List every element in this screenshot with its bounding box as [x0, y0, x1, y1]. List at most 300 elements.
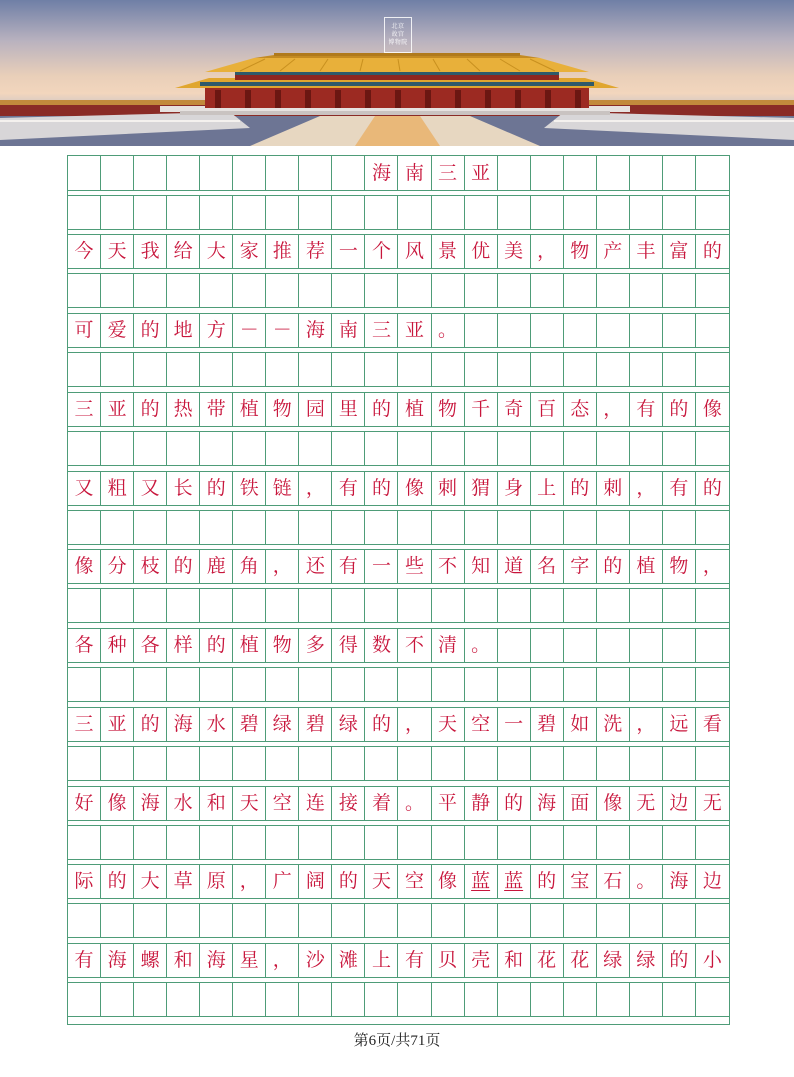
grid-cell: [663, 904, 696, 937]
grid-cell: 绿: [630, 944, 663, 977]
spacer-row: [68, 431, 729, 466]
grid-cell: 园: [299, 393, 332, 426]
grid-cell: [365, 826, 398, 859]
grid-cell: [531, 314, 564, 347]
grid-cell: [696, 826, 729, 859]
grid-cell: [564, 156, 597, 190]
grid-cell: [432, 196, 465, 229]
grid-cell: 广: [266, 865, 299, 898]
grid-cell: 的: [134, 314, 167, 347]
grid-cell: 有: [398, 944, 431, 977]
grid-cell: 南: [398, 156, 431, 190]
grid-cell: [564, 353, 597, 386]
grid-cell: [564, 274, 597, 307]
grid-cell: 百: [531, 393, 564, 426]
grid-cell: 奇: [498, 393, 531, 426]
grid-cell: [299, 904, 332, 937]
grid-cell: 水: [200, 708, 233, 741]
grid-cell: [630, 274, 663, 307]
grid-cell: 空: [465, 708, 498, 741]
grid-cell: 如: [564, 708, 597, 741]
grid-cell: 猬: [465, 472, 498, 505]
grid-cell: [233, 432, 266, 465]
grid-cell: 的: [597, 550, 630, 583]
grid-cell: [233, 589, 266, 622]
grid-cell: [233, 904, 266, 937]
grid-cell: [398, 904, 431, 937]
grid-cell: 粗: [101, 472, 134, 505]
spacer-row: [68, 352, 729, 387]
grid-cell: 海: [299, 314, 332, 347]
grid-cell: [134, 589, 167, 622]
grid-cell: 海: [167, 708, 200, 741]
grid-cell: [299, 196, 332, 229]
grid-cell: ，: [531, 235, 564, 268]
grid-cell: 三: [365, 314, 398, 347]
grid-cell: [564, 314, 597, 347]
grid-cell: [365, 589, 398, 622]
grid-cell: [630, 826, 663, 859]
grid-cell: [597, 668, 630, 701]
grid-cell: [597, 314, 630, 347]
grid-cell: [398, 511, 431, 544]
grid-cell: [233, 196, 266, 229]
grid-cell: [465, 511, 498, 544]
grid-cell: [68, 511, 101, 544]
grid-cell: [630, 511, 663, 544]
grid-cell: [365, 353, 398, 386]
grid-cell: 的: [101, 865, 134, 898]
grid-cell: 花: [531, 944, 564, 977]
grid-cell: ，: [398, 708, 431, 741]
grid-cell: 和: [167, 944, 200, 977]
grid-cell: [266, 668, 299, 701]
grid-cell: [432, 747, 465, 780]
grid-cell: 清: [432, 629, 465, 662]
grid-cell: [432, 511, 465, 544]
grid-cell: 无: [630, 787, 663, 820]
grid-cell: 沙: [299, 944, 332, 977]
grid-cell: [696, 668, 729, 701]
grid-cell: [630, 904, 663, 937]
grid-cell: 际: [68, 865, 101, 898]
grid-cell: [630, 432, 663, 465]
grid-cell: 天: [233, 787, 266, 820]
grid-cell: [630, 668, 663, 701]
grid-cell: 海: [101, 944, 134, 977]
grid-cell: 像: [702, 398, 722, 420]
grid-cell: [696, 747, 729, 780]
grid-cell: [597, 589, 630, 622]
grid-cell: 丰: [630, 235, 663, 268]
grid-cell: [531, 511, 564, 544]
grid-cell: ，: [233, 865, 266, 898]
grid-cell: [663, 353, 696, 386]
grid-cell: [564, 629, 597, 662]
grid-cell: [630, 196, 663, 229]
grid-cell: 花: [564, 944, 597, 977]
grid-cell: [167, 156, 200, 190]
grid-cell: [101, 432, 134, 465]
grid-cell: 。: [432, 314, 465, 347]
grid-cell: [531, 629, 564, 662]
grid-cell: [432, 983, 465, 1016]
grid-cell: 有: [630, 393, 663, 426]
grid-cell: 不: [432, 550, 465, 583]
grid-cell: [696, 629, 729, 662]
grid-cell: [696, 196, 729, 229]
grid-cell: 小: [702, 949, 722, 971]
grid-cell: [266, 983, 299, 1016]
grid-cell: [564, 826, 597, 859]
grid-cell: 身: [498, 472, 531, 505]
grid-cell: [465, 983, 498, 1016]
grid-cell: [134, 983, 167, 1016]
grid-cell: [266, 274, 299, 307]
grid-cell: －: [233, 314, 266, 347]
grid-cell: 知: [465, 550, 498, 583]
grid-cell: [597, 511, 630, 544]
grid-cell: －: [266, 314, 299, 347]
grid-cell: 边: [702, 870, 722, 892]
grid-cell: 连: [299, 787, 332, 820]
grid-cell: [398, 826, 431, 859]
grid-cell: [432, 826, 465, 859]
grid-cell: [398, 432, 431, 465]
grid-cell: [233, 274, 266, 307]
header-banner: [0, 0, 794, 146]
grid-cell: [68, 747, 101, 780]
logo-line-2: 故宫: [391, 31, 405, 38]
grid-cell: [365, 432, 398, 465]
grid-cell: [465, 668, 498, 701]
grid-cell: [398, 589, 431, 622]
grid-cell: 物: [266, 629, 299, 662]
grid-cell: [299, 589, 332, 622]
grid-cell: [498, 826, 531, 859]
grid-cell: 壳: [465, 944, 498, 977]
grid-cell: [498, 629, 531, 662]
grid-cell: [299, 432, 332, 465]
museum-logo: [384, 17, 412, 53]
grid-cell: 的: [564, 472, 597, 505]
grid-cell: [564, 511, 597, 544]
grid-cell: 蓝: [498, 865, 531, 898]
grid-cell: [465, 826, 498, 859]
grid-cell: [101, 353, 134, 386]
grid-cell: [365, 274, 398, 307]
grid-cell: [630, 629, 663, 662]
text-row: [68, 707, 729, 742]
grid-cell: [365, 196, 398, 229]
grid-cell: [332, 274, 365, 307]
grid-cell: [630, 983, 663, 1016]
grid-cell: 一: [332, 235, 365, 268]
grid-cell: [531, 196, 564, 229]
grid-cell: [200, 826, 233, 859]
grid-cell: [332, 826, 365, 859]
grid-cell: [134, 432, 167, 465]
grid-cell: 道: [498, 550, 531, 583]
grid-cell: [696, 314, 729, 347]
spacer-row: [68, 903, 729, 938]
grid-cell: [365, 511, 398, 544]
grid-cell: [663, 274, 696, 307]
grid-cell: [597, 826, 630, 859]
grid-cell: [299, 511, 332, 544]
grid-cell: 长: [167, 472, 200, 505]
grid-cell: 的: [498, 787, 531, 820]
grid-cell: 看: [702, 713, 722, 735]
grid-cell: [498, 196, 531, 229]
grid-cell: 有: [332, 472, 365, 505]
title-row: [68, 156, 729, 191]
grid-cell: [233, 511, 266, 544]
grid-cell: [696, 432, 729, 465]
text-row: [68, 471, 729, 506]
grid-cell: [233, 156, 266, 190]
grid-cell: 样: [167, 629, 200, 662]
grid-cell: [266, 826, 299, 859]
grid-cell: [101, 668, 134, 701]
grid-cell: 碧: [531, 708, 564, 741]
grid-cell: [167, 826, 200, 859]
grid-cell: [398, 274, 431, 307]
grid-cell: [167, 904, 200, 937]
grid-cell: 螺: [134, 944, 167, 977]
grid-cell: [531, 353, 564, 386]
grid-cell: 种: [101, 629, 134, 662]
grid-cell: 边: [663, 787, 696, 820]
grid-cell: 地: [167, 314, 200, 347]
grid-cell: 鹿: [200, 550, 233, 583]
grid-cell: 植: [630, 550, 663, 583]
grid-cell: 角: [233, 550, 266, 583]
grid-cell: [564, 983, 597, 1016]
grid-cell: [597, 629, 630, 662]
grid-cell: 铁: [233, 472, 266, 505]
grid-cell: [564, 904, 597, 937]
grid-cell: [68, 196, 101, 229]
grid-cell: [167, 983, 200, 1016]
text-row: [68, 549, 729, 584]
grid-cell: 产: [597, 235, 630, 268]
grid-cell: 。: [398, 787, 431, 820]
grid-cell: 的: [702, 477, 722, 499]
grid-cell: 植: [233, 629, 266, 662]
grid-cell: [663, 983, 696, 1016]
spacer-row: [68, 825, 729, 860]
grid-cell: [531, 904, 564, 937]
grid-cell: [332, 432, 365, 465]
grid-cell: 风: [398, 235, 431, 268]
grid-cell: 热: [167, 393, 200, 426]
text-row: [68, 786, 729, 821]
grid-cell: 枝: [134, 550, 167, 583]
grid-cell: [266, 432, 299, 465]
grid-cell: [101, 156, 134, 190]
grid-cell: [465, 747, 498, 780]
grid-cell: [432, 353, 465, 386]
grid-cell: [299, 156, 332, 190]
grid-cell: [332, 668, 365, 701]
grid-cell: [696, 511, 729, 544]
grid-cell: [597, 196, 630, 229]
spacer-row: [68, 510, 729, 545]
grid-cell: [68, 589, 101, 622]
grid-cell: ，: [702, 555, 722, 577]
grid-cell: [332, 196, 365, 229]
grid-cell: [233, 826, 266, 859]
grid-cell: 的: [200, 472, 233, 505]
grid-cell: [332, 353, 365, 386]
grid-cell: 各: [134, 629, 167, 662]
grid-cell: [200, 747, 233, 780]
grid-cell: [398, 353, 431, 386]
grid-cell: 原: [200, 865, 233, 898]
grid-cell: [663, 629, 696, 662]
grid-cell: [200, 432, 233, 465]
grid-cell: [597, 432, 630, 465]
grid-cell: [465, 274, 498, 307]
grid-cell: 的: [365, 708, 398, 741]
grid-cell: 洗: [597, 708, 630, 741]
grid-cell: 推: [266, 235, 299, 268]
grid-cell: 亚: [398, 314, 431, 347]
grid-cell: [68, 432, 101, 465]
grid-cell: 天: [365, 865, 398, 898]
grid-cell: [696, 983, 729, 1016]
grid-cell: ，: [266, 550, 299, 583]
text-row: [68, 313, 729, 348]
grid-cell: 星: [233, 944, 266, 977]
grid-cell: [663, 314, 696, 347]
grid-cell: 亚: [465, 156, 498, 190]
grid-cell: [663, 747, 696, 780]
grid-cell: 的: [365, 472, 398, 505]
grid-cell: [266, 353, 299, 386]
grid-cell: 空: [398, 865, 431, 898]
grid-cell: [134, 826, 167, 859]
grid-cell: [498, 983, 531, 1016]
grid-cell: [68, 983, 101, 1016]
grid-cell: [68, 826, 101, 859]
grid-cell: [299, 826, 332, 859]
grid-cell: [332, 983, 365, 1016]
grid-cell: 阔: [299, 865, 332, 898]
grid-cell: [101, 589, 134, 622]
grid-cell: 数: [365, 629, 398, 662]
grid-cell: 态: [564, 393, 597, 426]
grid-cell: [498, 314, 531, 347]
grid-cell: 刺: [432, 472, 465, 505]
grid-cell: [134, 904, 167, 937]
grid-cell: 植: [233, 393, 266, 426]
grid-cell: [531, 274, 564, 307]
grid-cell: 家: [233, 235, 266, 268]
grid-cell: 里: [332, 393, 365, 426]
grid-cell: 又: [68, 472, 101, 505]
grid-cell: 得: [332, 629, 365, 662]
grid-cell: 大: [134, 865, 167, 898]
grid-cell: 的: [531, 865, 564, 898]
grid-cell: [200, 196, 233, 229]
grid-cell: 上: [365, 944, 398, 977]
grid-cell: [630, 156, 663, 190]
grid-cell: [68, 668, 101, 701]
grid-cell: [432, 432, 465, 465]
grid-cell: 贝: [432, 944, 465, 977]
grid-cell: [332, 589, 365, 622]
grid-cell: 的: [702, 240, 722, 262]
grid-cell: [465, 904, 498, 937]
grid-cell: ，: [630, 708, 663, 741]
grid-cell: [498, 747, 531, 780]
grid-cell: [663, 432, 696, 465]
grid-cell: 平: [432, 787, 465, 820]
grid-cell: [200, 983, 233, 1016]
grid-cell: [663, 196, 696, 229]
grid-cell: [332, 747, 365, 780]
grid-cell: [531, 826, 564, 859]
grid-cell: 和: [200, 787, 233, 820]
grid-cell: 亚: [101, 393, 134, 426]
grid-cell: [233, 353, 266, 386]
grid-cell: [398, 983, 431, 1016]
spacer-row: [68, 273, 729, 308]
grid-cell: [498, 904, 531, 937]
grid-cell: 像: [597, 787, 630, 820]
grid-cell: [134, 511, 167, 544]
grid-cell: [398, 196, 431, 229]
grid-cell: 物: [564, 235, 597, 268]
grid-cell: [531, 156, 564, 190]
grid-cell: 带: [200, 393, 233, 426]
grid-cell: [167, 353, 200, 386]
grid-cell: [266, 511, 299, 544]
grid-cell: [597, 904, 630, 937]
grid-cell: 有: [68, 944, 101, 977]
grid-cell: 多: [299, 629, 332, 662]
grid-cell: 刺: [597, 472, 630, 505]
grid-cell: 字: [564, 550, 597, 583]
grid-cell: [134, 668, 167, 701]
grid-cell: [696, 353, 729, 386]
grid-cell: 植: [398, 393, 431, 426]
grid-cell: [398, 668, 431, 701]
grid-cell: 链: [266, 472, 299, 505]
grid-cell: 海: [134, 787, 167, 820]
grid-cell: 面: [564, 787, 597, 820]
grid-cell: 的: [663, 393, 696, 426]
grid-cell: [564, 747, 597, 780]
grid-cell: ，: [299, 472, 332, 505]
grid-cell: 三: [68, 393, 101, 426]
grid-cell: 石: [597, 865, 630, 898]
grid-cell: [332, 904, 365, 937]
grid-cell: [630, 353, 663, 386]
grid-cell: 物: [432, 393, 465, 426]
grid-cell: [299, 274, 332, 307]
grid-cell: 空: [266, 787, 299, 820]
grid-cell: 海: [663, 865, 696, 898]
grid-cell: [365, 747, 398, 780]
grid-cell: 上: [531, 472, 564, 505]
grid-cell: 的: [134, 708, 167, 741]
grid-cell: [465, 432, 498, 465]
grid-cell: [134, 156, 167, 190]
grid-cell: [531, 432, 564, 465]
